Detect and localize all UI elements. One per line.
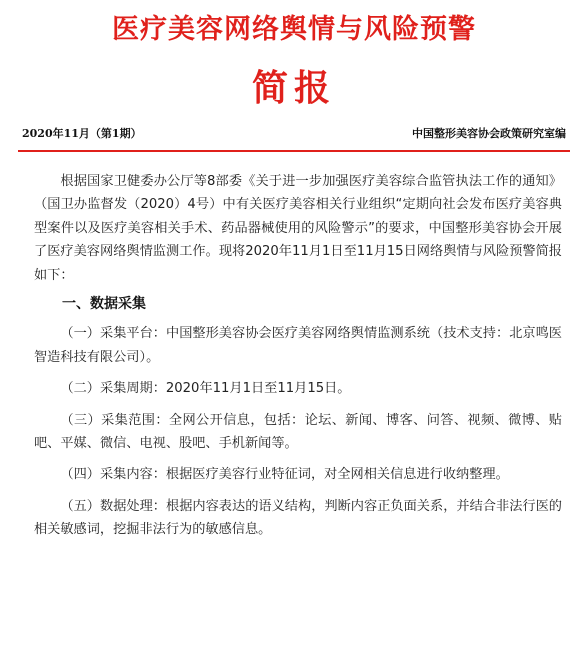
list-item: （五）数据处理：根据内容表达的语义结构，判断内容正负面关系，并结合非法行医的相关敏感词，挖掘非法行为的敏感信息。 <box>34 498 562 538</box>
header-divider <box>18 150 570 152</box>
document-body <box>34 170 562 550</box>
intro-paragraph: 根据国家卫健委办公厅等8部委《关于进一步加强医疗美容综合监管执法工作的通知》（国卫办监督发（2020）4号）中有关医疗美容相关行业组织“定期向社会发布医疗美容典型案件以及医疗美容相关手术、药品器械使用的风险警示”的要求，中国整形美容协会开展了医疗美容网络舆情监测工作。现将2020年11月1日至11月15日网络舆情与风险预警简报如下： <box>34 174 562 283</box>
list-item: （三）采集范围：全网公开信息，包括：论坛、新闻、博客、问答、视频、微博、贴吧、平媒、微信、电视、股吧、手机新闻等。 <box>34 412 562 452</box>
issue-meta-row <box>22 125 566 143</box>
list-item: （二）采集周期：2020年11月1日至11月15日。 <box>60 381 351 397</box>
bulletin-subtitle: 简报 <box>251 67 336 109</box>
bulletin-title: 医疗美容网络舆情与风险预警 <box>112 14 476 45</box>
issue-date: 2020年11月（第1期） <box>22 127 142 140</box>
list-item: （四）采集内容：根据医疗美容行业特征词，对全网相关信息进行收纳整理。 <box>60 467 509 483</box>
publisher: 中国整形美容协会政策研究室编 <box>412 127 566 140</box>
section-heading: 一、数据采集 <box>62 296 146 313</box>
list-item: （一）采集平台：中国整形美容协会医疗美容网络舆情监测系统（技术支持：北京鸣医智造科技有限公司）。 <box>34 326 562 365</box>
